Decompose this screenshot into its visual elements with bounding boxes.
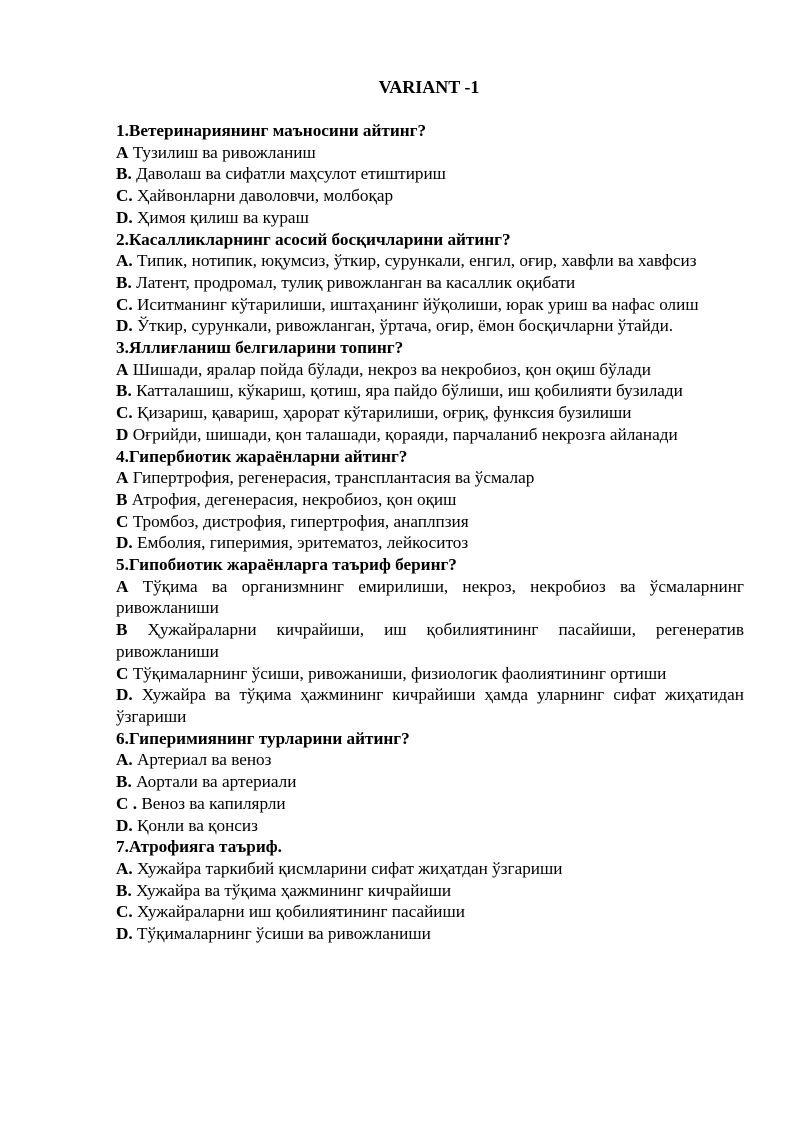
answer-option (116, 489, 744, 511)
answer-option (116, 663, 744, 685)
option-letter: A. (116, 858, 133, 878)
question-heading: 7.Атрофияга таъриф. (116, 837, 282, 857)
option-letter: D (116, 424, 129, 444)
answer-option (116, 163, 744, 185)
option-letter: B. (116, 772, 132, 792)
option-text: Веноз ва капилярли (137, 793, 286, 813)
page-title: VARIANT -1 (378, 77, 480, 97)
option-text: Тромбоз, дистрофия, гипертрофия, анаплпзия (128, 511, 469, 531)
answer-option (116, 467, 744, 489)
option-letter: A (116, 576, 129, 596)
option-text: Аортали ва артериали (131, 772, 297, 792)
answer-option (116, 207, 744, 229)
option-text: Гипертрофия, регенерасия, трансплантасия ва ўсмалар (128, 468, 535, 488)
option-text: Латент, продромал, тулиқ ривожланган ва касаллик оқибати (131, 272, 576, 292)
option-letter: D. (116, 924, 133, 944)
option-text: Тўқима ва организмнинг емирилиши, некроз, некробиоз ва ўсмаларнинг ривожланиши (116, 576, 744, 618)
answer-option (116, 923, 744, 945)
option-text: Катталашиш, кўкариш, қотиш, яра пайдо бўлиши, иш қобилияти бузилади (131, 381, 683, 401)
option-text: Емболия, гиперимия, эритематоз, лейкоситоз (132, 533, 469, 553)
answer-option (116, 576, 744, 619)
option-letter: B. (116, 381, 132, 401)
answer-option (116, 684, 744, 727)
option-letter: A (116, 359, 129, 379)
answer-option (116, 901, 744, 923)
answer-option (116, 619, 744, 662)
option-text: Артериал ва веноз (132, 750, 272, 770)
option-text: Ҳайвонларни даволовчи, молбоқар (132, 186, 394, 206)
option-text: Қизариш, қавариш, ҳарорат кўтарилиши, оғриқ, функсия бузилиши (132, 403, 632, 423)
option-text: Ҳужайраларни кичрайиши, иш қобилиятининг пасайиши, регенератив ривожланиши (116, 620, 744, 661)
answer-option (116, 749, 744, 771)
option-text: Хужайра таркибий қисмларини сифат жиҳатдан ўзгариши (132, 858, 563, 878)
answer-option (116, 272, 744, 294)
option-letter: B. (116, 164, 132, 184)
option-text: Атрофия, дегенерасия, некробиоз, қон оқиш (127, 489, 457, 509)
option-text: Тузилиш ва ривожланиш (128, 142, 316, 162)
question-heading: 3.Яллиғланиш белгиларини топинг? (116, 338, 404, 358)
answer-option (116, 793, 744, 815)
option-text: Даволаш ва сифатли маҳсулот етиштириш (131, 164, 446, 184)
option-letter: C (116, 663, 129, 683)
option-letter: B. (116, 272, 132, 292)
option-letter: C (116, 511, 129, 531)
option-letter: C. (116, 902, 133, 922)
option-text: Ҳимоя қилиш ва кураш (132, 207, 309, 227)
answer-option (116, 380, 744, 402)
option-letter: C . (116, 793, 138, 813)
answer-option (116, 880, 744, 902)
question-heading: 2.Касалликларнинг асосий босқичларини айтинг? (116, 229, 511, 249)
answer-option (116, 359, 744, 381)
option-text: Типик, нотипик, юқумсиз, ўткир, сурункали, енгил, оғир, хавфли ва хавфсиз (132, 251, 697, 271)
question-heading: 6.Гиперимиянинг турларини айтинг? (116, 728, 410, 748)
option-letter: D. (116, 815, 133, 835)
option-letter: B (116, 620, 128, 640)
question-heading: 1.Ветеринариянинг маъносини айтинг? (116, 121, 427, 140)
answer-option (116, 315, 744, 337)
option-letter: D. (116, 207, 133, 227)
answer-option (116, 185, 744, 207)
option-letter: B (116, 489, 128, 509)
option-text: Ўткир, сурункали, ривожланган, ўртача, оғир, ёмон босқичларни ўтайди. (132, 316, 674, 336)
option-text: Хужайра ва тўқима ҳажмининг кичрайиши (131, 880, 452, 900)
option-text: Хужайраларни иш қобилиятининг пасайиши (132, 902, 465, 922)
option-letter: D. (116, 685, 133, 705)
option-letter: C. (116, 294, 133, 314)
answer-option (116, 532, 744, 554)
question-list (116, 120, 744, 945)
option-letter: A (116, 468, 129, 488)
option-letter: C. (116, 186, 133, 206)
question-heading: 4.Гипербиотик жараёнларни айтинг? (116, 446, 408, 466)
answer-option (116, 424, 744, 446)
option-letter: A. (116, 251, 133, 271)
option-letter: A. (116, 750, 133, 770)
option-text: Шишади, яралар пойда бўлади, некроз ва некробиоз, қон оқиш бўлади (128, 359, 651, 379)
option-letter: D. (116, 533, 133, 553)
answer-option (116, 142, 744, 164)
answer-option (116, 858, 744, 880)
option-letter: C. (116, 403, 133, 423)
option-text: Оғрийди, шишади, қон талашади, қораяди, парчаланиб некрозга айланади (128, 424, 678, 444)
answer-option (116, 511, 744, 533)
option-text: Тўқималарнинг ўсиши, ривожаниши, физиологик фаолиятининг ортиши (128, 663, 667, 683)
option-letter: B. (116, 880, 132, 900)
answer-option (116, 294, 744, 316)
answer-option (116, 250, 744, 272)
option-text: Қонли ва қонсиз (132, 815, 258, 835)
answer-option (116, 402, 744, 424)
option-letter: A (116, 142, 129, 162)
option-text: Тўқималарнинг ўсиши ва ривожланиши (132, 924, 431, 944)
answer-option (116, 815, 744, 837)
option-letter: D. (116, 316, 133, 336)
answer-option (116, 771, 744, 793)
option-text: Иситманинг кўтарилиши, иштаҳанинг йўқолиши, юрак уриш ва нафас олиш (132, 294, 699, 314)
option-text: Хужайра ва тўқима ҳажмининг кичрайиши ҳамда уларнинг сифат жиҳатидан ўзгариши (116, 685, 744, 726)
question-heading: 5.Гипобиотик жараёнларга таъриф беринг? (116, 555, 457, 575)
